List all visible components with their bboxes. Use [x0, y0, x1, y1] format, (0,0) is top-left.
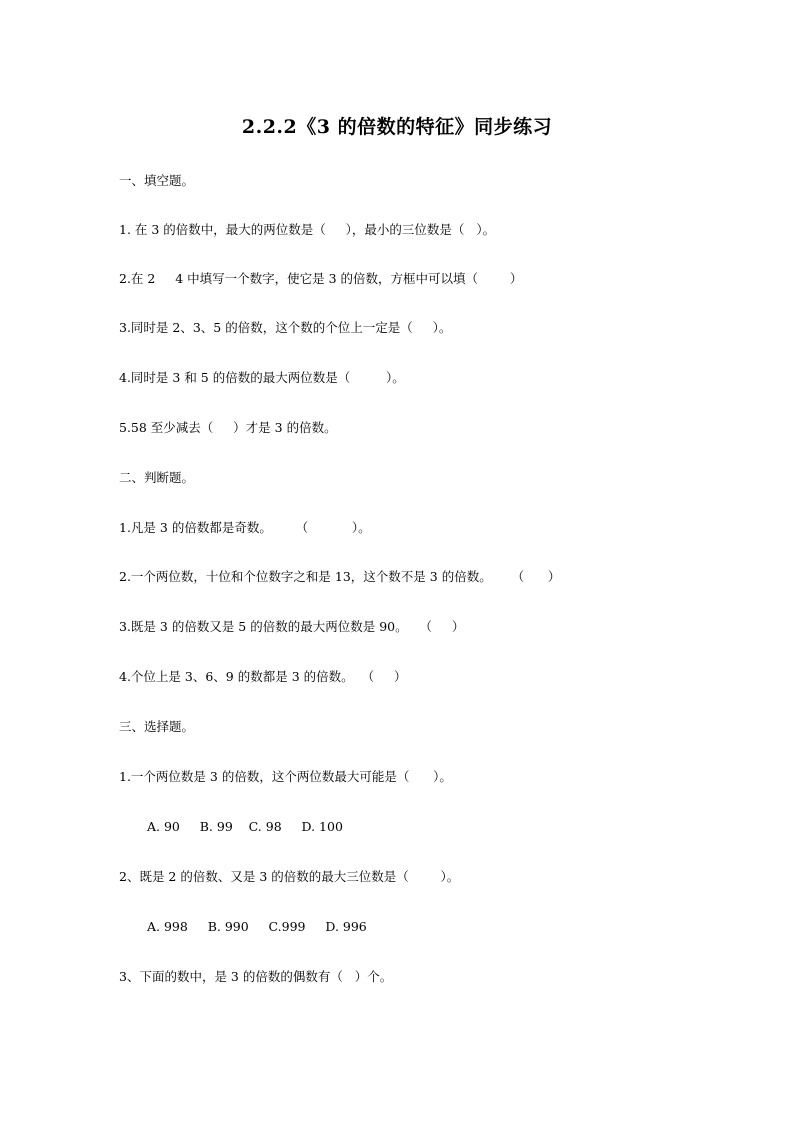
- question-fill-2: 2.在 2 4 中填写一个数字，使它是 3 的倍数，方框中可以填（ ）: [119, 271, 523, 286]
- page-title: 2.2.2《3 的倍数的特征》同步练习: [241, 116, 553, 138]
- question-judge-2: 2.一个两位数，十位和个位数字之和是 13，这个数不是 3 的倍数。 （ ）: [119, 569, 561, 584]
- question-fill-3: 3.同时是 2、3、5 的倍数，这个数的个位上一定是（ ）。: [119, 320, 452, 335]
- question-choice-3: 3、下面的数中，是 3 的倍数的偶数有（ ）个。: [119, 969, 393, 984]
- question-fill-4: 4.同时是 3 和 5 的倍数的最大两位数是（ ）。: [119, 370, 405, 385]
- question-judge-3: 3.既是 3 的倍数又是 5 的倍数的最大两位数是 90。 （ ）: [119, 619, 465, 634]
- question-choice-1: 1.一个两位数是 3 的倍数，这个两位数最大可能是（ ）。: [119, 769, 452, 784]
- section-heading-judge: 二、判断题。: [119, 470, 195, 485]
- question-fill-1: 1. 在 3 的倍数中，最大的两位数是（ ），最小的三位数是（ ）。: [119, 222, 496, 237]
- section-heading-choice: 三、选择题。: [119, 719, 195, 734]
- question-choice-2: 2、既是 2 的倍数、又是 3 的倍数的最大三位数是（ ）。: [119, 869, 460, 884]
- question-choice-2-options: A. 998 B. 990 C.999 D. 996: [147, 919, 367, 934]
- question-fill-5: 5.58 至少减去（ ）才是 3 的倍数。: [119, 420, 337, 435]
- question-judge-1: 1.凡是 3 的倍数都是奇数。 （ ）。: [119, 520, 371, 535]
- question-choice-1-options: A. 90 B. 99 C. 98 D. 100: [147, 819, 343, 834]
- question-judge-4: 4.个位上是 3、6、9 的数都是 3 的倍数。 （ ）: [119, 669, 407, 684]
- section-heading-fill: 一、填空题。: [119, 173, 195, 188]
